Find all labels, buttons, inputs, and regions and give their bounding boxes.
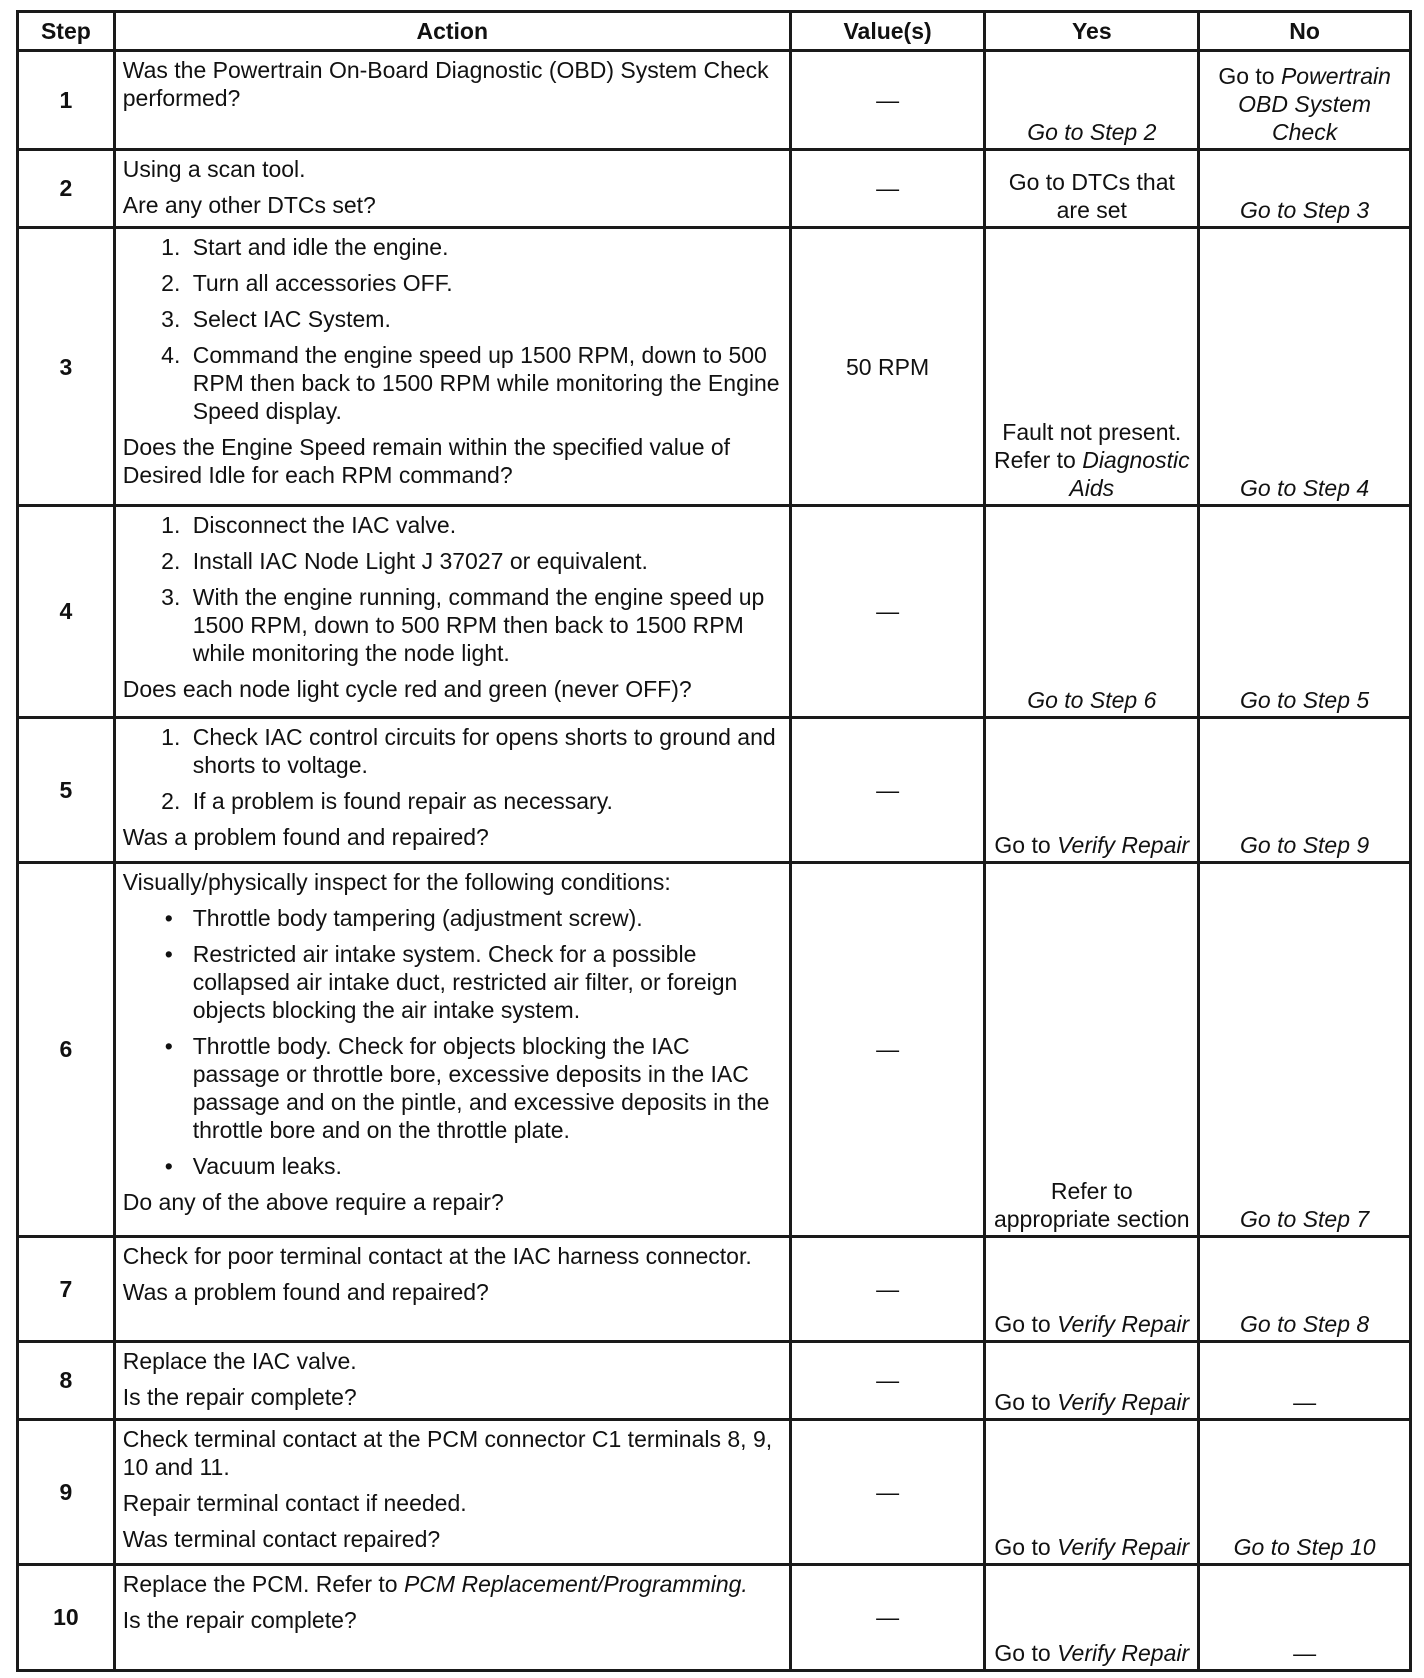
list-item: • Vacuum leaks. — [187, 1152, 782, 1180]
header-yes: Yes — [985, 12, 1199, 51]
numbered-list — [123, 511, 782, 667]
table-row — [18, 228, 1411, 506]
table-row — [18, 506, 1411, 718]
no-cell — [1199, 1341, 1411, 1419]
yes-text-segment: Verify Repair — [1057, 1310, 1190, 1337]
action-text: Using a scan tool. — [122, 155, 306, 182]
yes-cell — [985, 228, 1199, 506]
yes-text-segment: Go to — [994, 1388, 1058, 1415]
action-text: Does each node light cycle red and green (never OFF)? — [122, 676, 692, 703]
step-number: 3 — [18, 228, 115, 506]
yes-text-segment: Go to DTCs that are set — [1008, 168, 1175, 223]
value-cell: — — [790, 1341, 985, 1419]
action-text: Is the repair complete? — [122, 1606, 357, 1633]
no-cell — [1199, 1564, 1411, 1670]
numbered-list — [123, 723, 782, 815]
action-cell — [114, 506, 790, 718]
table-row — [18, 1419, 1411, 1564]
list-item: • Throttle body. Check for objects blocking the IAC passage or throttle bore, excessive deposits in the IAC passage and on the pintle, and excessive deposits in the throttle bore and on the throttle plate. — [187, 1032, 782, 1144]
action-cell — [114, 1236, 790, 1341]
action-cell — [114, 717, 790, 862]
action-text: Does the Engine Speed remain within the specified value of Desired Idle for each RPM command? — [122, 434, 731, 489]
yes-text-segment: Verify Repair — [1057, 1639, 1190, 1666]
yes-text-segment: Go to — [994, 1310, 1058, 1337]
action-text: Was a problem found and repaired? — [122, 823, 489, 850]
step-number: 4 — [18, 506, 115, 718]
no-cell — [1199, 506, 1411, 718]
value-cell: — — [790, 717, 985, 862]
table-row — [18, 862, 1411, 1236]
header-no: No — [1199, 12, 1411, 51]
table-row — [18, 1236, 1411, 1341]
yes-text-segment: Refer to appropriate section — [993, 1177, 1190, 1232]
value-cell: — — [790, 1564, 985, 1670]
yes-text-segment: Verify Repair — [1057, 1533, 1190, 1560]
table-row — [18, 51, 1411, 150]
list-item: 3. With the engine running, command the engine speed up 1500 RPM, down to 500 RPM then back to 1500 RPM while monitoring the node light. — [187, 583, 782, 667]
value-cell: — — [790, 1236, 985, 1341]
yes-text-segment: Go to — [994, 1639, 1058, 1666]
action-cell — [114, 228, 790, 506]
action-text: Repair terminal contact if needed. — [122, 1490, 467, 1517]
action-text: Visually/physically inspect for the following conditions: — [122, 868, 671, 895]
yes-cell — [985, 506, 1199, 718]
step-number: 10 — [18, 1564, 115, 1670]
value-cell: — — [790, 862, 985, 1236]
value-cell: — — [790, 149, 985, 227]
list-item: 2. If a problem is found repair as necessary. — [187, 787, 782, 815]
action-text: Was the Powertrain On-Board Diagnostic (OBD) System Check performed? — [122, 57, 769, 112]
no-cell — [1199, 717, 1411, 862]
no-cell — [1199, 51, 1411, 150]
list-item: 2. Turn all accessories OFF. — [187, 269, 782, 297]
step-number: 5 — [18, 717, 115, 862]
action-text — [123, 1570, 782, 1598]
action-cell — [114, 1419, 790, 1564]
no-text-segment: Go to Step 3 — [1240, 196, 1370, 223]
value-cell: — — [790, 51, 985, 150]
no-text-segment: — — [1293, 1639, 1317, 1666]
no-text-segment: Go to Step 8 — [1240, 1310, 1370, 1337]
list-item: 1. Check IAC control circuits for opens shorts to ground and shorts to voltage. — [187, 723, 782, 779]
yes-cell — [985, 1236, 1199, 1341]
no-cell — [1199, 149, 1411, 227]
step-number: 8 — [18, 1341, 115, 1419]
step-number: 2 — [18, 149, 115, 227]
yes-cell — [985, 862, 1199, 1236]
yes-text-segment: Fault not present. Refer to — [993, 419, 1182, 474]
yes-text-segment: Go to — [994, 1533, 1058, 1560]
header-step: Step — [18, 12, 115, 51]
action-cell — [114, 1564, 790, 1670]
no-text-segment: Go to Step 9 — [1240, 831, 1370, 858]
bullet-list — [123, 904, 782, 1180]
table-row — [18, 149, 1411, 227]
header-action: Action — [114, 12, 790, 51]
value-cell: 50 RPM — [790, 228, 985, 506]
diagnostic-table — [16, 10, 1412, 1672]
no-cell — [1199, 1419, 1411, 1564]
no-text-segment: — — [1293, 1388, 1317, 1415]
no-text-segment: Go to Step 10 — [1233, 1533, 1376, 1560]
table-row — [18, 1564, 1411, 1670]
action-text: Replace the IAC valve. — [122, 1347, 357, 1374]
yes-cell — [985, 51, 1199, 150]
yes-text-segment: Diagnostic Aids — [1069, 447, 1190, 502]
list-item: 2. Install IAC Node Light J 37027 or equivalent. — [187, 547, 782, 575]
no-cell — [1199, 862, 1411, 1236]
yes-cell — [985, 1341, 1199, 1419]
action-cell — [114, 51, 790, 150]
yes-text-segment: Go to — [994, 831, 1058, 858]
table-row — [18, 717, 1411, 862]
header-values: Value(s) — [790, 12, 985, 51]
yes-cell — [985, 149, 1199, 227]
action-cell — [114, 1341, 790, 1419]
value-cell: — — [790, 1419, 985, 1564]
step-number: 7 — [18, 1236, 115, 1341]
yes-cell — [985, 1419, 1199, 1564]
header-row — [18, 12, 1411, 51]
yes-text-segment: Verify Repair — [1057, 1388, 1190, 1415]
list-item: • Throttle body tampering (adjustment screw). — [187, 904, 782, 932]
action-cell — [114, 149, 790, 227]
yes-text-segment: Verify Repair — [1057, 831, 1190, 858]
no-cell — [1199, 1236, 1411, 1341]
no-text-segment: Go to — [1218, 62, 1281, 89]
yes-text-segment: Go to Step 6 — [1027, 686, 1157, 713]
list-item: • Restricted air intake system. Check for a possible collapsed air intake duct, restricted air filter, or foreign objects blocking the air intake system. — [187, 940, 782, 1024]
action-text: Do any of the above require a repair? — [122, 1189, 504, 1216]
no-cell — [1199, 228, 1411, 506]
action-cell — [114, 862, 790, 1236]
step-number: 9 — [18, 1419, 115, 1564]
no-text-segment: Go to Step 7 — [1240, 1205, 1370, 1232]
action-text: Was terminal contact repaired? — [122, 1526, 441, 1553]
numbered-list — [123, 233, 782, 425]
table-row — [18, 1341, 1411, 1419]
list-item: 1. Start and idle the engine. — [187, 233, 782, 261]
action-text-segment: Replace the PCM. Refer to — [122, 1570, 404, 1597]
yes-cell — [985, 717, 1199, 862]
step-number: 6 — [18, 862, 115, 1236]
yes-cell — [985, 1564, 1199, 1670]
list-item: 3. Select IAC System. — [187, 305, 782, 333]
no-text-segment: Go to Step 4 — [1240, 475, 1370, 502]
table-body — [18, 51, 1411, 1671]
list-item: 4. Command the engine speed up 1500 RPM, down to 500 RPM then back to 1500 RPM while monitoring the Engine Speed display. — [187, 341, 782, 425]
action-reference: PCM Replacement/Programming. — [403, 1570, 748, 1597]
no-text-segment: Powertrain OBD System Check — [1238, 62, 1391, 145]
action-text: Was a problem found and repaired? — [122, 1278, 489, 1305]
no-text-segment: Go to Step 5 — [1240, 686, 1370, 713]
yes-text-segment: Go to Step 2 — [1027, 118, 1157, 145]
step-number: 1 — [18, 51, 115, 150]
action-text: Check terminal contact at the PCM connector C1 terminals 8, 9, 10 and 11. — [122, 1425, 773, 1481]
list-item: 1. Disconnect the IAC valve. — [187, 511, 782, 539]
action-text: Are any other DTCs set? — [122, 191, 376, 218]
action-text: Check for poor terminal contact at the IAC harness connector. — [122, 1242, 752, 1269]
value-cell: — — [790, 506, 985, 718]
action-text: Is the repair complete? — [122, 1383, 357, 1410]
